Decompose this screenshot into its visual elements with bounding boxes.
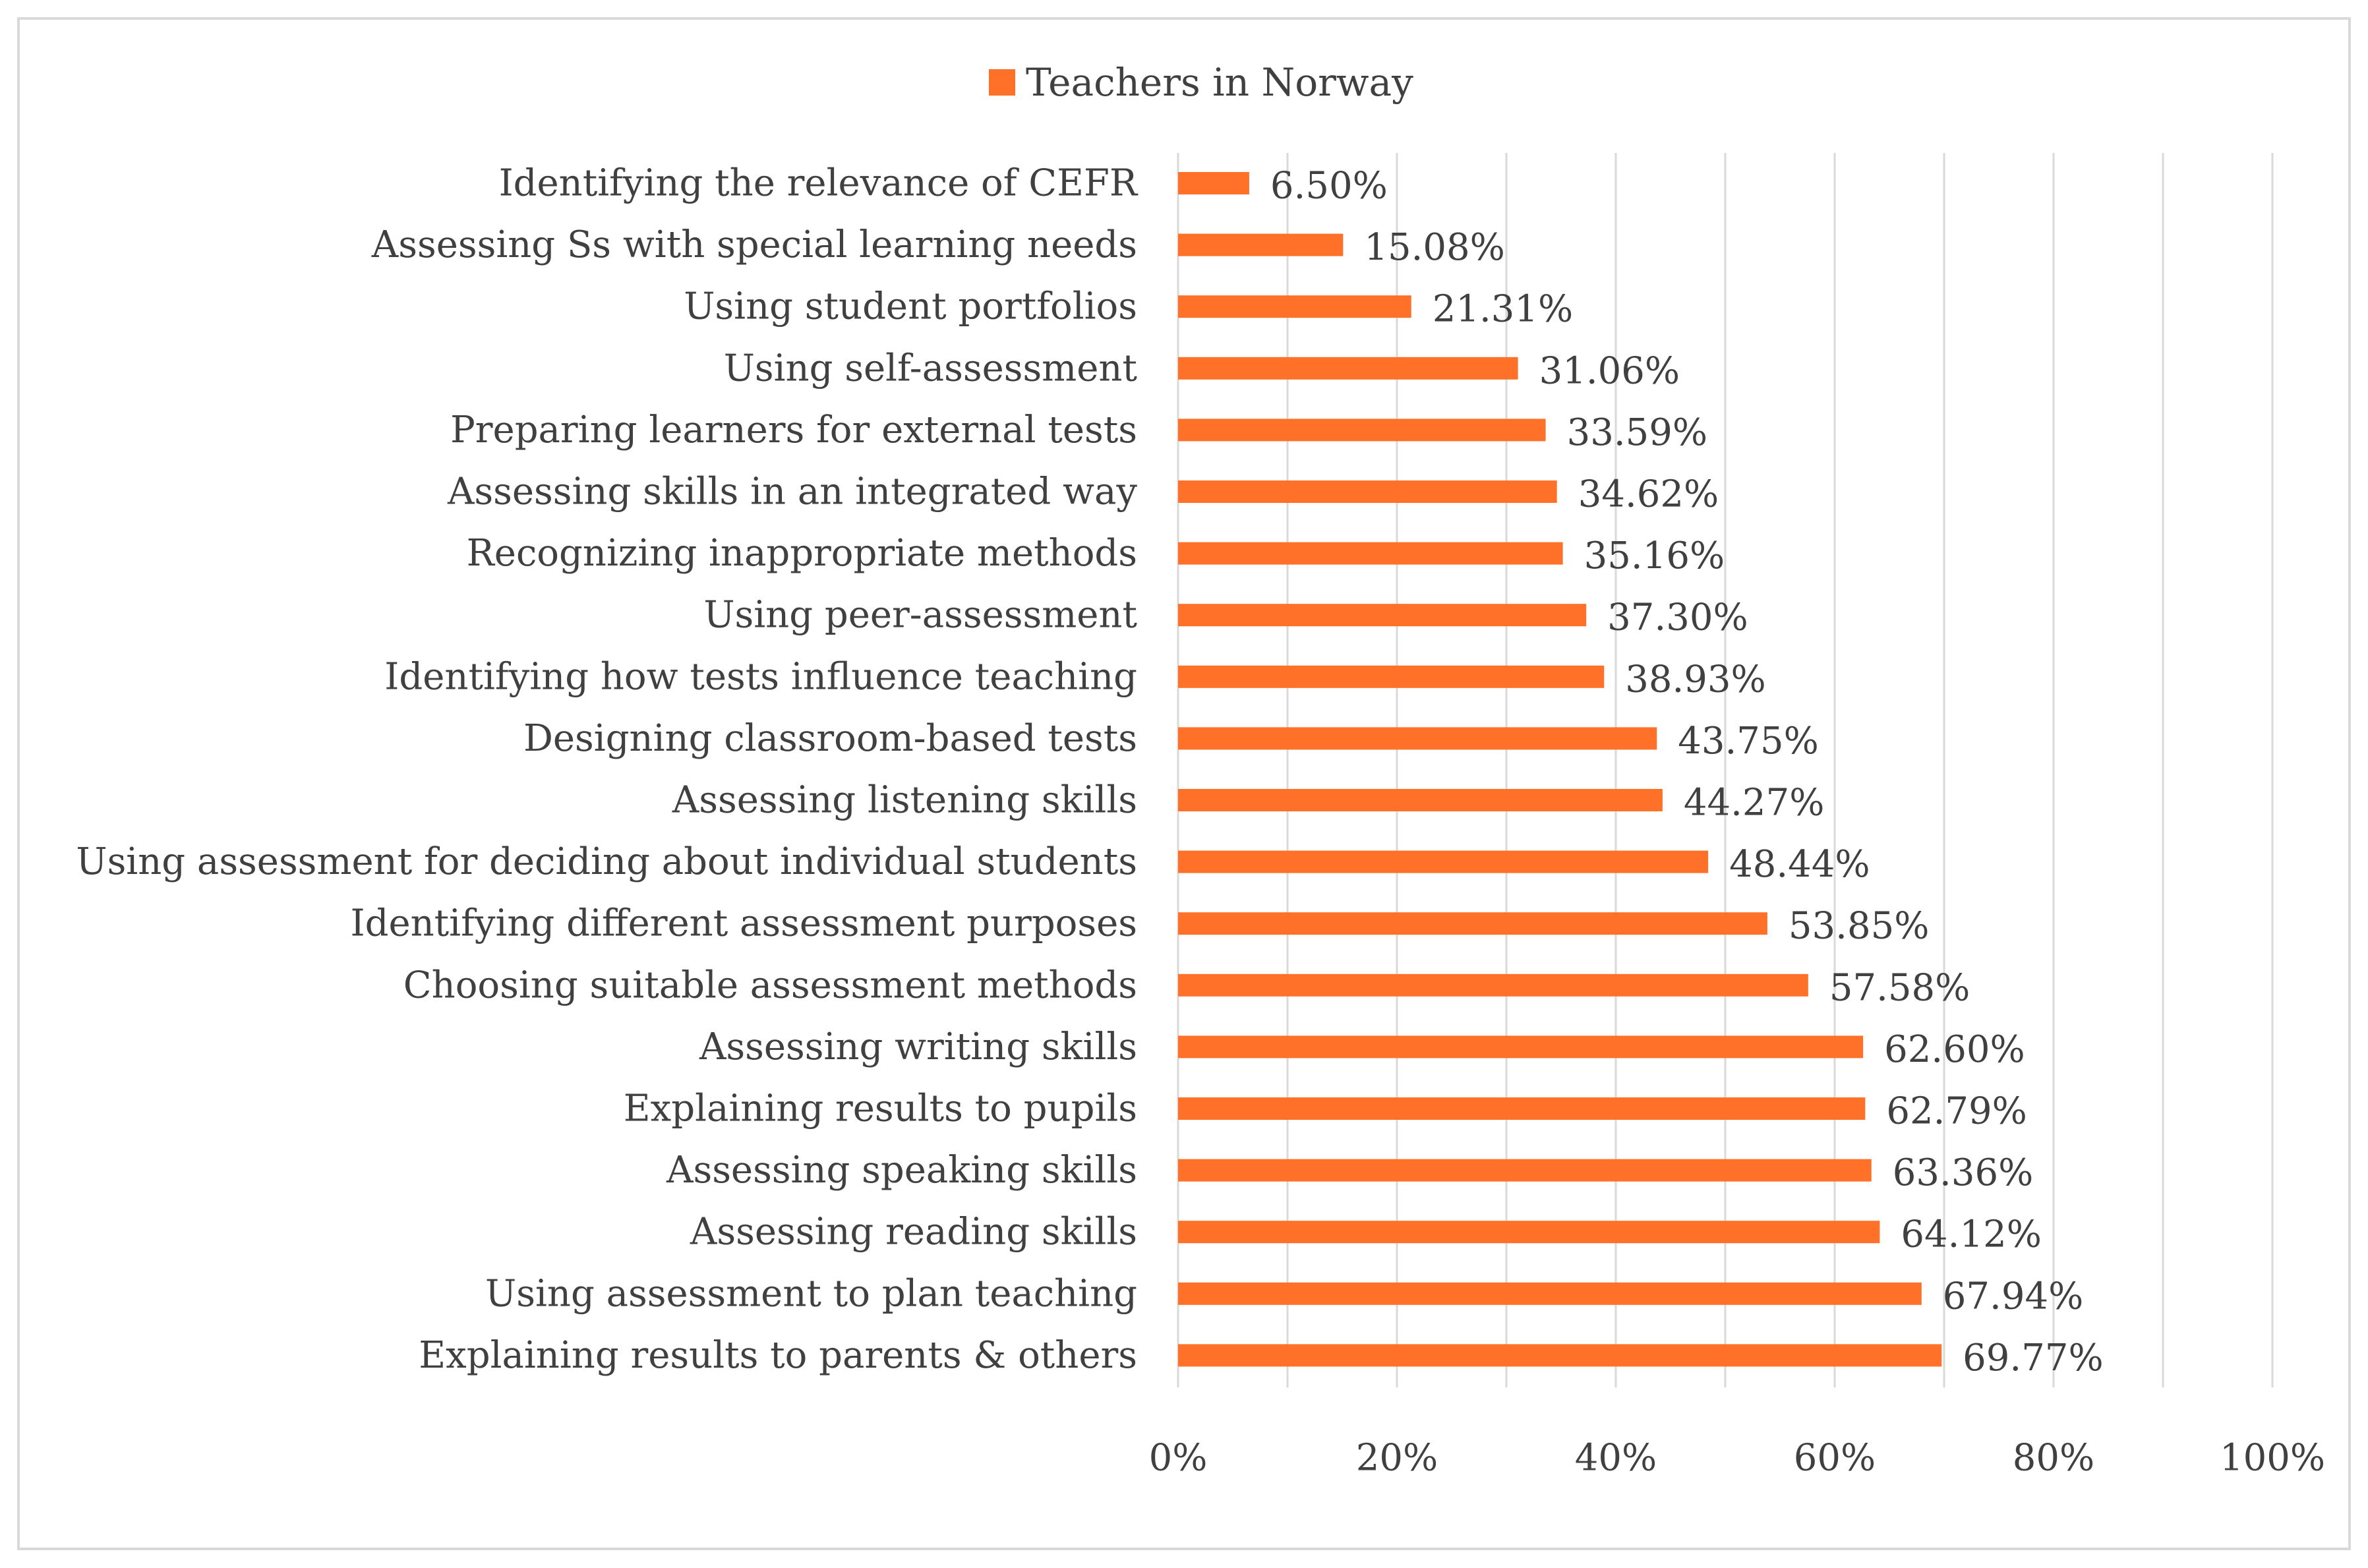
- x-tick-label: 40%: [1574, 1436, 1657, 1480]
- bar: [1178, 727, 1657, 749]
- bar: [1178, 604, 1586, 626]
- category-label: Identifying the relevance of CEFR: [498, 161, 1137, 205]
- bar: [1178, 1159, 1872, 1182]
- data-label: 62.60%: [1884, 1028, 2025, 1071]
- data-label: 35.16%: [1584, 535, 1725, 578]
- bar: [1178, 234, 1343, 256]
- bar: [1178, 172, 1249, 194]
- bar: [1178, 912, 1767, 935]
- category-label: Identifying how tests influence teaching: [384, 655, 1137, 699]
- bar: [1178, 480, 1557, 503]
- bar: [1178, 666, 1604, 688]
- category-labels: [76, 162, 1138, 1377]
- x-tick-label: 0%: [1148, 1436, 1208, 1480]
- category-label: Using student portfolios: [684, 285, 1137, 328]
- data-label: 63.36%: [1892, 1151, 2034, 1195]
- category-label: Explaining results to pupils: [623, 1087, 1137, 1130]
- category-label: Choosing suitable assessment methods: [403, 964, 1137, 1007]
- data-label: 62.79%: [1886, 1089, 2027, 1133]
- data-label: 37.30%: [1607, 596, 1748, 639]
- category-label: Assessing writing skills: [699, 1025, 1137, 1068]
- data-label: 43.75%: [1678, 719, 1819, 763]
- data-label: 15.08%: [1364, 226, 1505, 270]
- category-label: Designing classroom-based tests: [523, 716, 1137, 760]
- data-label: 33.59%: [1566, 411, 1708, 454]
- data-label: 44.27%: [1683, 781, 1825, 825]
- category-label: Assessing listening skills: [672, 778, 1137, 822]
- bar: [1178, 419, 1546, 441]
- bar: [1178, 1344, 1941, 1366]
- category-label: Using assessment for deciding about individual students: [76, 840, 1137, 884]
- data-label: 48.44%: [1729, 843, 1870, 886]
- x-tick-label: 100%: [2219, 1436, 2326, 1480]
- category-label: Preparing learners for external tests: [450, 408, 1137, 451]
- x-tick-label: 20%: [1355, 1436, 1438, 1480]
- category-label: Assessing reading skills: [690, 1210, 1137, 1254]
- data-label: 57.58%: [1829, 966, 1970, 1010]
- category-label: Using self-assessment: [723, 347, 1137, 390]
- data-labels: [1270, 165, 2104, 1379]
- legend-label: Teachers in Norway: [1026, 60, 1413, 105]
- bar: [1178, 789, 1663, 811]
- x-tick-label: 80%: [2012, 1436, 2095, 1480]
- data-label: 31.06%: [1539, 349, 1680, 393]
- category-label: Using peer-assessment: [703, 593, 1137, 637]
- category-label: Explaining results to parents & others: [419, 1333, 1137, 1377]
- data-label: 38.93%: [1625, 658, 1766, 701]
- category-label: Using assessment to plan teaching: [485, 1272, 1137, 1316]
- data-label: 53.85%: [1788, 904, 1930, 948]
- data-label: 34.62%: [1578, 473, 1719, 516]
- x-axis-ticks: [1149, 1437, 2325, 1480]
- category-label: Recognizing inappropriate methods: [466, 532, 1137, 575]
- data-label: 67.94%: [1942, 1275, 2084, 1318]
- bar: [1178, 1221, 1880, 1243]
- category-label: Assessing skills in an integrated way: [447, 470, 1137, 513]
- data-label: 6.50%: [1270, 164, 1388, 208]
- bar: [1178, 295, 1411, 318]
- bar: [1178, 357, 1518, 380]
- bar: [1178, 974, 1808, 997]
- data-label: 69.77%: [1963, 1336, 2104, 1379]
- gridlines: [1178, 153, 2272, 1387]
- category-label: Assessing Ss with special learning needs: [371, 223, 1137, 267]
- data-label: 21.31%: [1432, 287, 1574, 331]
- bar: [1178, 851, 1708, 873]
- bar: [1178, 1035, 1863, 1058]
- x-tick-label: 60%: [1793, 1436, 1876, 1480]
- bar: [1178, 1283, 1922, 1305]
- bar: [1178, 1097, 1865, 1120]
- bar: [1178, 542, 1563, 565]
- category-label: Identifying different assessment purposes: [350, 902, 1137, 945]
- data-label: 64.12%: [1901, 1213, 2042, 1256]
- category-label: Assessing speaking skills: [666, 1149, 1137, 1192]
